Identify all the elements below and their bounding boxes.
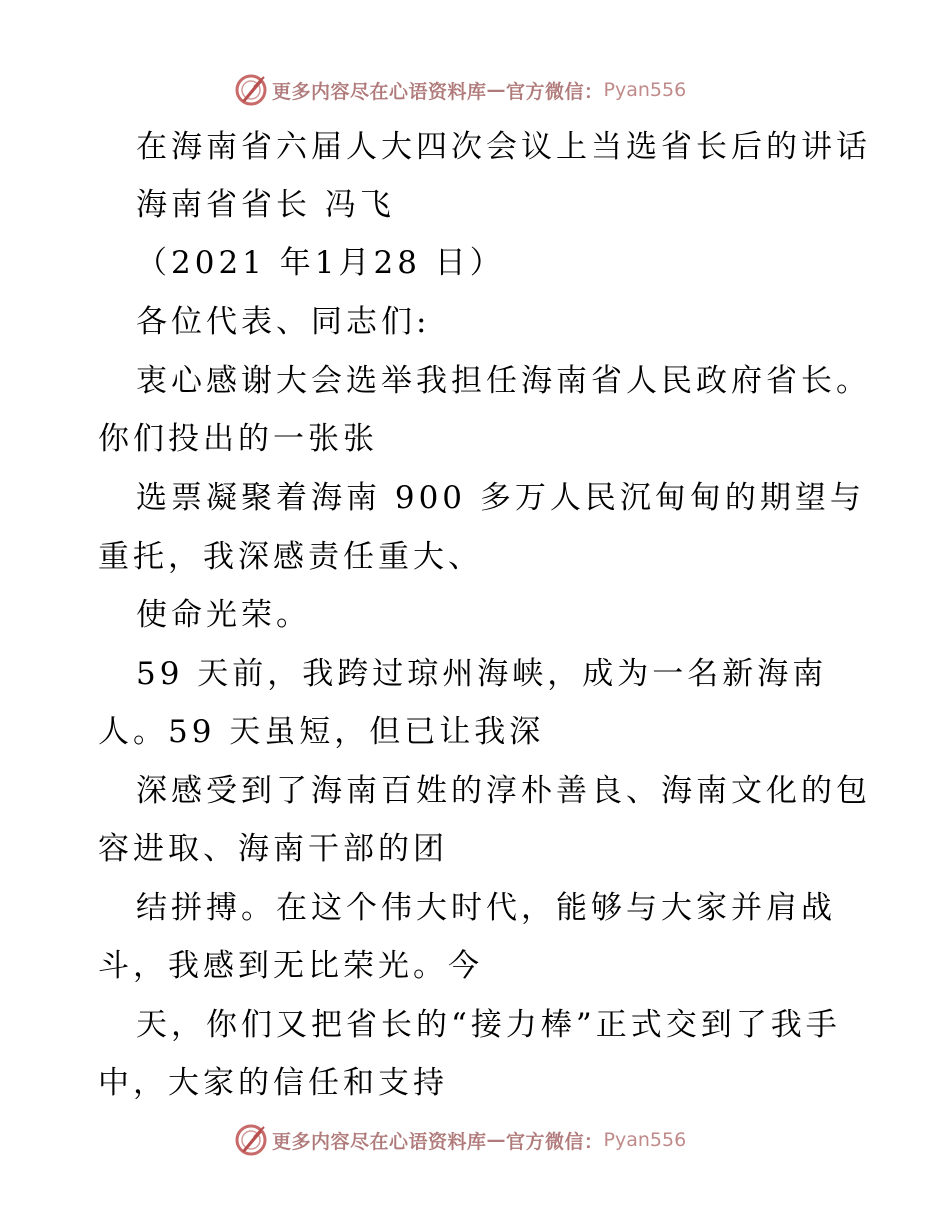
quill-logo-icon [234,1123,268,1157]
watermark-separator: — [486,1129,507,1151]
watermark-wechat-id: Pyan556 [603,1129,687,1151]
document-date: （2021 年1月28 日） [136,245,505,281]
watermark-site-text: 更多内容尽在心语资料库 [272,80,487,103]
watermark-label: 官方微信： [506,80,604,103]
body-line: 人。59 天虽短，但已让我深 [98,714,545,750]
body-line: 天，你们又把省长的“接力棒”正式交到了我手 [136,1007,841,1043]
watermark-label: 官方微信： [506,1130,604,1153]
body-line: 中，大家的信任和支持 [98,1065,448,1101]
document-title: 在海南省六届人大四次会议上当选省长后的讲话 [136,129,871,165]
body-line: 59 天前，我跨过琼州海峡，成为一名新海南 [136,656,828,692]
body-line: 使命光荣。 [136,597,311,633]
body-line: 容进取、海南干部的团 [98,831,448,867]
body-line: 选票凝聚着海南 900 多万人民沉甸甸的期望与 [136,480,865,516]
watermark-site-text: 更多内容尽在心语资料库 [272,1130,487,1153]
header-watermark [234,72,686,108]
watermark-separator: — [486,79,507,101]
body-line: 你们投出的一张张 [98,421,378,457]
document-salutation: 各位代表、同志们: [136,304,431,340]
body-line: 结拼搏。在这个伟大时代，能够与大家并肩战 [136,890,836,926]
body-line: 深感受到了海南百姓的淳朴善良、海南文化的包 [136,773,871,809]
document-author: 海南省省长 冯飞 [136,187,395,223]
quill-logo-icon [234,73,268,107]
body-line: 斗，我感到无比荣光。今 [98,948,483,984]
footer-watermark [234,1122,686,1158]
body-line: 衷心感谢大会选举我担任海南省人民政府省长。 [136,363,871,399]
body-line: 重托，我深感责任重大、 [98,539,483,575]
watermark-wechat-id: Pyan556 [603,79,687,101]
